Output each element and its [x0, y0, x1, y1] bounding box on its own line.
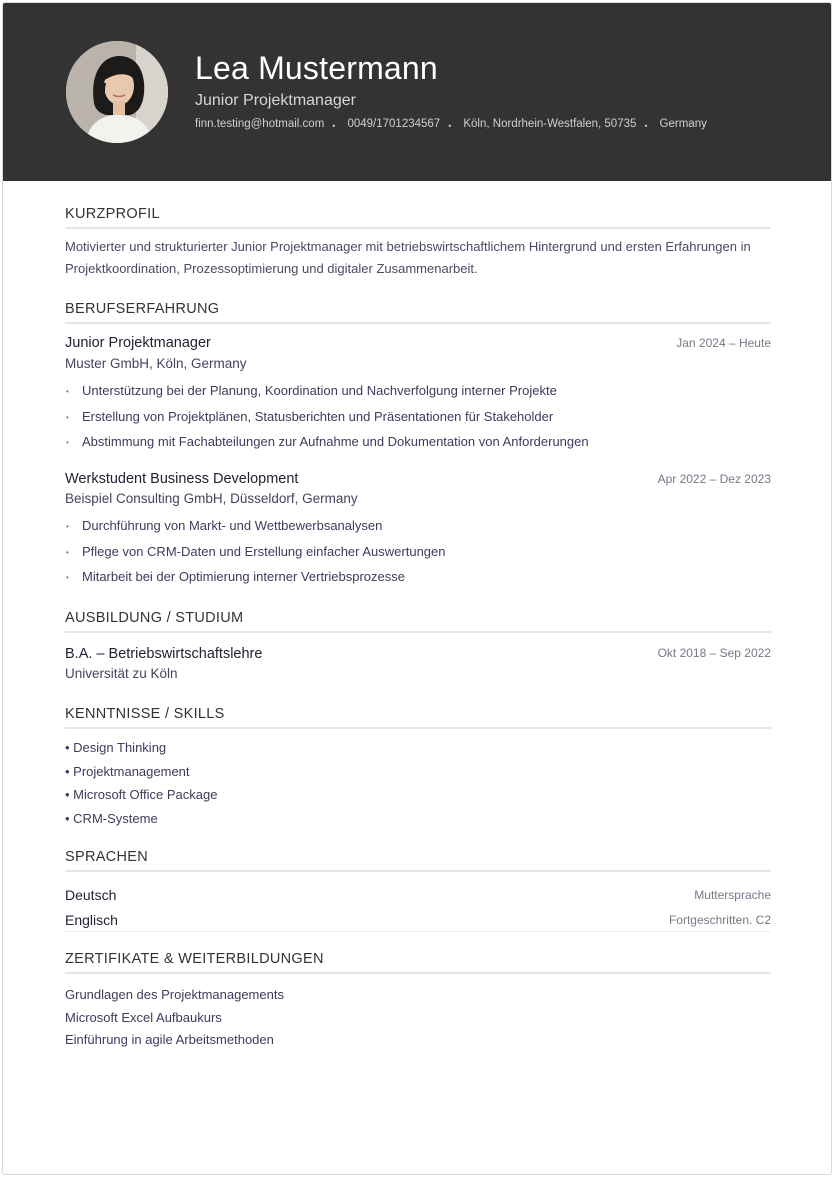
- job-bullets: [65, 518, 446, 595]
- bullet-icon: •: [66, 412, 69, 422]
- separator-dot: •: [644, 121, 648, 131]
- bullet-icon: •: [66, 438, 69, 447]
- job-company: Muster GmbH, Köln, Germany: [65, 356, 247, 371]
- language-level: Muttersprache: [694, 888, 771, 902]
- bullet-icon: •: [66, 522, 69, 531]
- certificates-list: [65, 987, 284, 1055]
- skills-list: [65, 740, 217, 834]
- job-bullets: [65, 383, 589, 460]
- list-item: • Erstellung von Projektplänen, Statusberichten und Präsentationen für Stakeholder: [65, 409, 589, 435]
- section-heading-certificates: ZERTIFIKATE & WEITERBILDUNGEN: [65, 951, 771, 974]
- contact-phone[interactable]: 0049/1701234567: [347, 118, 441, 130]
- profile-text: Motivierter und strukturierter Junior Projektmanager mit betriebswirtschaftlichem Hintergrund und ersten Erfahrungen in Projektkoordination, Prozessoptimierung und digitaler Zusammenarbeit.: [65, 239, 751, 276]
- list-item: Grundlagen des Projektmanagements: [65, 987, 284, 1002]
- language-name: Englisch: [65, 912, 118, 928]
- education-degree: B.A. – Betriebswirtschaftslehre: [65, 646, 263, 662]
- job-role: Junior Projektmanager: [65, 335, 211, 351]
- section-heading-experience: BERUFSERFAHRUNG: [65, 301, 771, 324]
- section-heading-education: AUSBILDUNG / STUDIUM: [65, 610, 771, 633]
- job-date: Jan 2024 – Heute: [676, 336, 771, 350]
- list-item: • Microsoft Office Package: [65, 787, 218, 802]
- section-heading-languages: SPRACHEN: [65, 849, 771, 872]
- list-item: • Projektmanagement: [65, 763, 190, 779]
- contact-line: [195, 118, 707, 134]
- section-heading-skills: KENNTNISSE / SKILLS: [65, 706, 771, 729]
- language-name: Deutsch: [65, 887, 117, 903]
- language-row: [65, 912, 771, 936]
- separator-dot: •: [332, 121, 336, 131]
- profile-photo: [66, 41, 168, 143]
- bullet-icon: •: [66, 387, 69, 396]
- job-role: Werkstudent Business Development: [65, 471, 299, 487]
- job-company: Beispiel Consulting GmbH, Düsseldorf, Germany: [65, 491, 358, 506]
- contact-email[interactable]: finn.testing@hotmail.com: [195, 118, 325, 130]
- list-item: • Durchführung von Markt- und Wettbewerbsanalysen: [65, 518, 446, 544]
- language-row: [65, 887, 771, 911]
- education-date: Okt 2018 – Sep 2022: [657, 646, 771, 660]
- separator-dot: •: [448, 121, 452, 131]
- list-item: • Unterstützung bei der Planung, Koordination und Nachverfolgung interner Projekte: [65, 383, 589, 409]
- list-item: Einführung in agile Arbeitsmethoden: [65, 1032, 274, 1047]
- bullet-icon: •: [66, 547, 69, 557]
- resume-header: [3, 3, 832, 181]
- list-item: • Pflege von CRM-Daten und Erstellung einfacher Auswertungen: [65, 544, 446, 570]
- job-date: Apr 2022 – Dez 2023: [657, 472, 771, 486]
- list-item: Microsoft Excel Aufbaukurs: [65, 1009, 222, 1025]
- education-school: Universität zu Köln: [65, 666, 178, 681]
- candidate-name: Lea Mustermann: [195, 50, 438, 86]
- language-level: Fortgeschritten. C2: [668, 913, 771, 927]
- list-item: • CRM-Systeme: [65, 810, 158, 826]
- list-item: • Mitarbeit bei der Optimierung interner Vertriebsprozesse: [65, 569, 446, 595]
- list-item: • Design Thinking: [65, 740, 167, 755]
- bullet-icon: •: [66, 573, 69, 582]
- divider: [65, 931, 771, 932]
- candidate-title: Junior Projektmanager: [195, 92, 356, 109]
- section-heading-profile: KURZPROFIL: [65, 206, 771, 229]
- contact-country: Germany: [659, 118, 707, 130]
- contact-address: Köln, Nordrhein-Westfalen, 50735: [463, 118, 637, 130]
- list-item: • Abstimmung mit Fachabteilungen zur Aufnahme und Dokumentation von Anforderungen: [65, 434, 589, 460]
- resume-page: [2, 2, 832, 1175]
